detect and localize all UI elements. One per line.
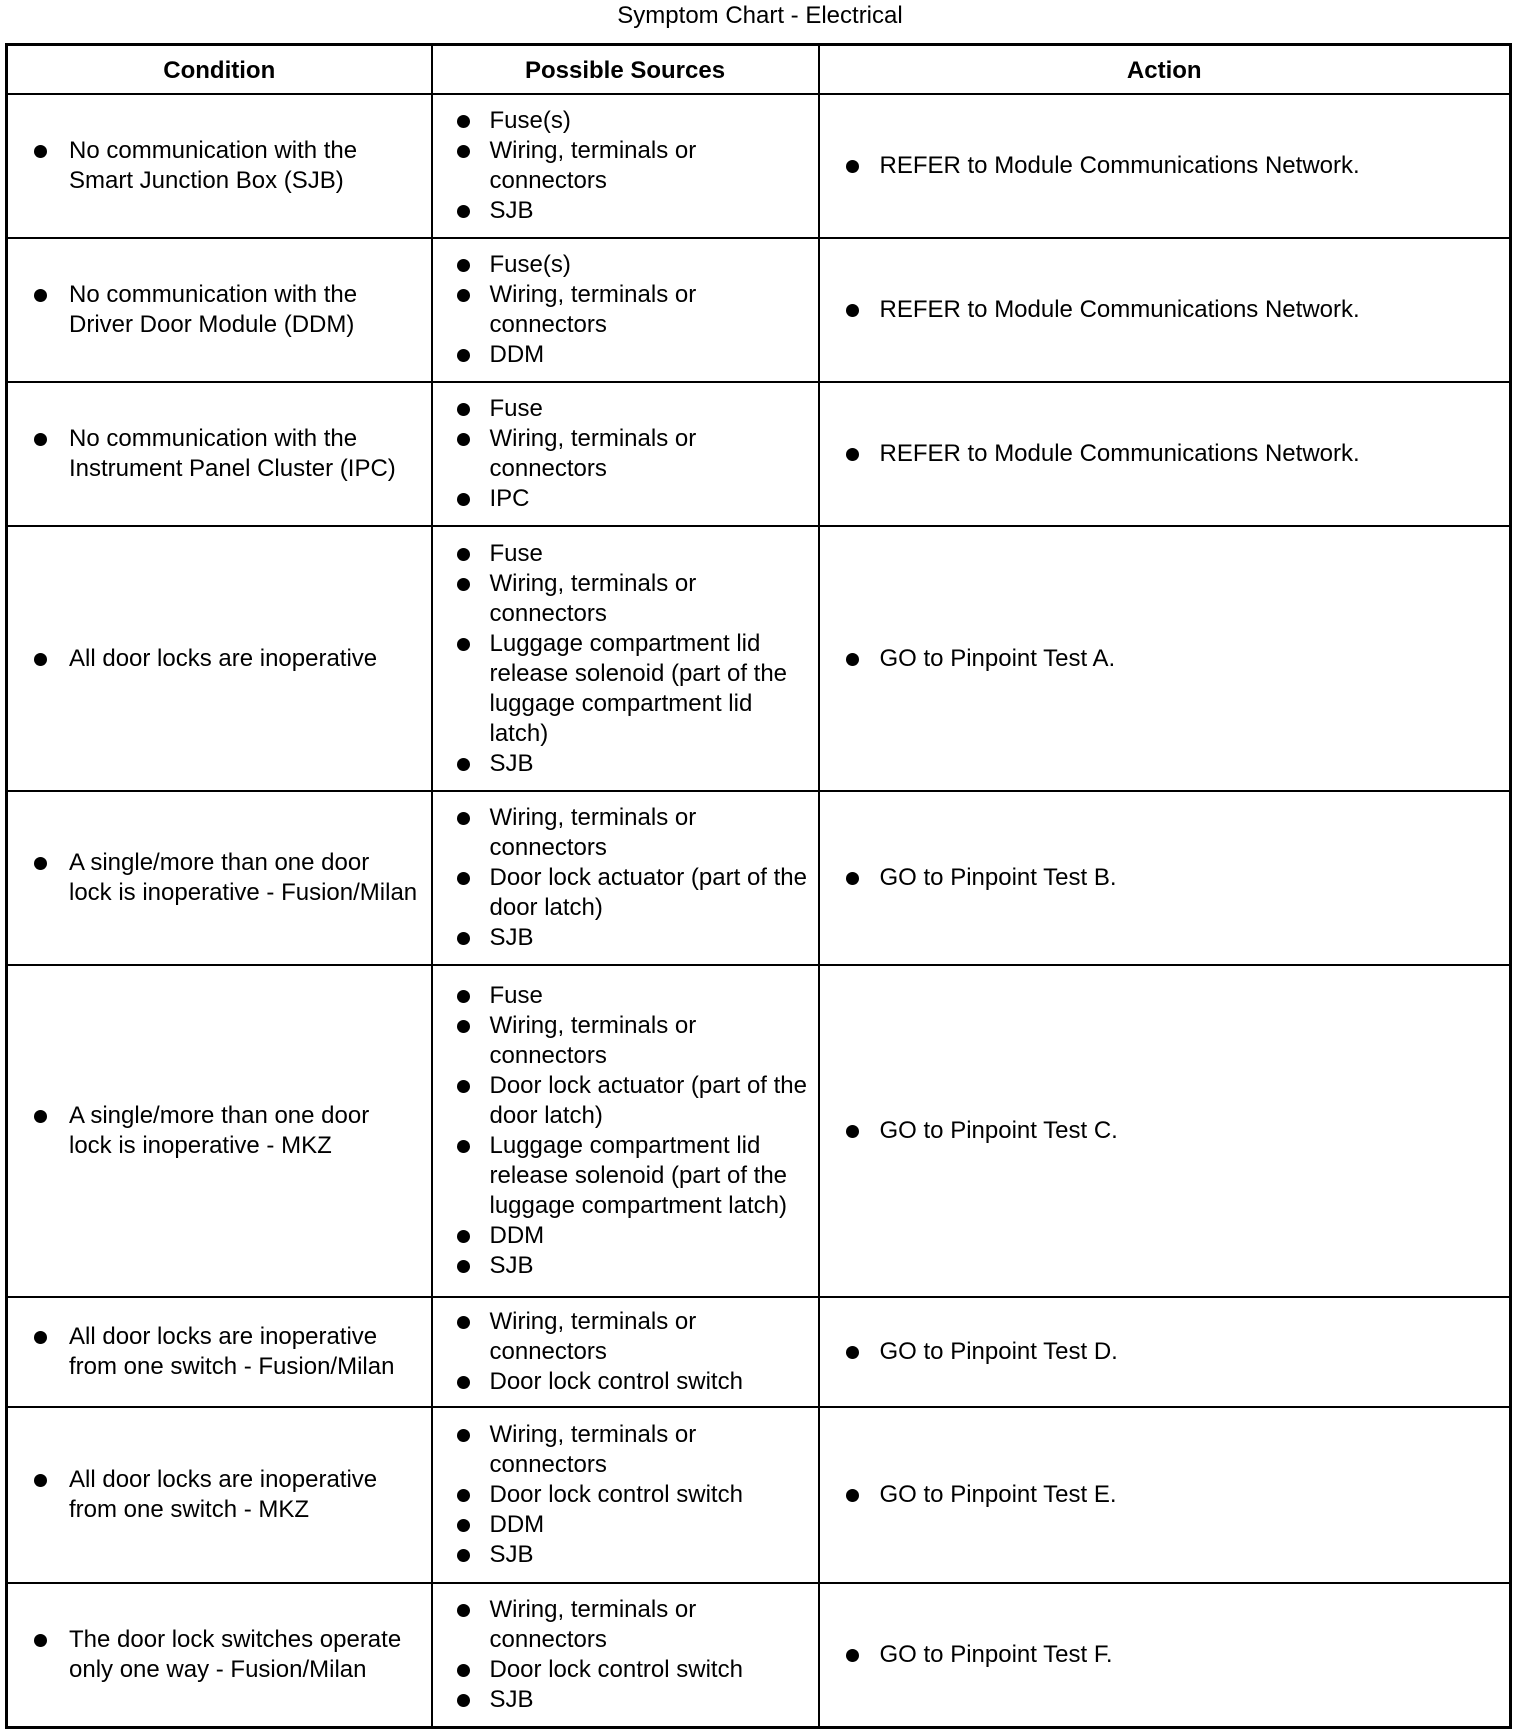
source-item: Fuse(s) — [433, 250, 818, 280]
sources-cell — [432, 1583, 819, 1727]
table-row — [7, 1407, 1511, 1583]
action-text: GO to Pinpoint Test C. — [820, 1116, 1510, 1146]
condition-cell — [7, 1297, 432, 1407]
source-item: Wiring, terminals or connectors — [433, 1307, 818, 1367]
condition-text: All door locks are inoperative — [8, 644, 431, 674]
action-text: REFER to Module Communications Network. — [820, 295, 1510, 325]
symptom-table — [5, 43, 1512, 1729]
action-cell — [819, 1407, 1511, 1583]
condition-text: A single/more than one door lock is inoperative - Fusion/Milan — [8, 848, 431, 908]
source-item: Wiring, terminals or connectors — [433, 1595, 818, 1655]
source-item: Fuse — [433, 394, 818, 424]
source-item: SJB — [433, 749, 818, 779]
source-item: Luggage compartment lid release solenoid (part of the luggage compartment latch) — [433, 1131, 818, 1221]
action-cell — [819, 526, 1511, 791]
header-condition: Condition — [7, 45, 432, 95]
source-item: Fuse — [433, 539, 818, 569]
source-item: SJB — [433, 196, 818, 226]
table-row — [7, 1583, 1511, 1727]
action-cell — [819, 965, 1511, 1297]
condition-cell — [7, 1583, 432, 1727]
sources-cell — [432, 965, 819, 1297]
source-item: IPC — [433, 484, 818, 514]
action-text: REFER to Module Communications Network. — [820, 151, 1510, 181]
condition-cell — [7, 526, 432, 791]
source-item: Wiring, terminals or connectors — [433, 803, 818, 863]
condition-text: All door locks are inoperative from one switch - Fusion/Milan — [8, 1322, 431, 1382]
source-item: Door lock actuator (part of the door latch) — [433, 863, 818, 923]
action-text: GO to Pinpoint Test F. — [820, 1640, 1510, 1670]
condition-cell — [7, 382, 432, 526]
header-row — [7, 45, 1511, 95]
condition-text: No communication with the Instrument Panel Cluster (IPC) — [8, 424, 431, 484]
condition-text: No communication with the Smart Junction Box (SJB) — [8, 136, 431, 196]
source-item: SJB — [433, 923, 818, 953]
table-row — [7, 791, 1511, 965]
chart-title: Symptom Chart - Electrical — [617, 2, 903, 29]
sources-cell — [432, 791, 819, 965]
header-possible-sources: Possible Sources — [432, 45, 819, 95]
source-item: SJB — [433, 1685, 818, 1715]
sources-cell — [432, 94, 819, 238]
action-cell — [819, 382, 1511, 526]
source-item: Fuse(s) — [433, 106, 818, 136]
condition-text: All door locks are inoperative from one switch - MKZ — [8, 1465, 431, 1525]
action-cell — [819, 94, 1511, 238]
source-item: Wiring, terminals or connectors — [433, 569, 818, 629]
source-item: SJB — [433, 1540, 818, 1570]
source-item: Fuse — [433, 981, 818, 1011]
table-row — [7, 94, 1511, 238]
table-row — [7, 382, 1511, 526]
header-action: Action — [819, 45, 1511, 95]
condition-text: A single/more than one door lock is inoperative - MKZ — [8, 1101, 431, 1161]
source-item: Luggage compartment lid release solenoid (part of the luggage compartment lid latch) — [433, 629, 818, 749]
action-text: GO to Pinpoint Test B. — [820, 863, 1510, 893]
action-text: GO to Pinpoint Test E. — [820, 1480, 1510, 1510]
condition-cell — [7, 94, 432, 238]
source-item: SJB — [433, 1251, 818, 1281]
action-text: REFER to Module Communications Network. — [820, 439, 1510, 469]
source-item: Door lock control switch — [433, 1480, 818, 1510]
action-text: GO to Pinpoint Test A. — [820, 644, 1510, 674]
action-text: GO to Pinpoint Test D. — [820, 1337, 1510, 1367]
source-item: Door lock control switch — [433, 1655, 818, 1685]
condition-cell — [7, 791, 432, 965]
sources-cell — [432, 1407, 819, 1583]
condition-cell — [7, 1407, 432, 1583]
sources-cell — [432, 1297, 819, 1407]
source-item: DDM — [433, 1510, 818, 1540]
sources-cell — [432, 526, 819, 791]
sources-cell — [432, 238, 819, 382]
source-item: Wiring, terminals or connectors — [433, 1420, 818, 1480]
source-item: Door lock actuator (part of the door latch) — [433, 1071, 818, 1131]
action-cell — [819, 1297, 1511, 1407]
table-row — [7, 238, 1511, 382]
action-cell — [819, 791, 1511, 965]
sources-cell — [432, 382, 819, 526]
condition-text: The door lock switches operate only one way - Fusion/Milan — [8, 1625, 431, 1685]
condition-text: No communication with the Driver Door Module (DDM) — [8, 280, 431, 340]
source-item: DDM — [433, 340, 818, 370]
condition-cell — [7, 965, 432, 1297]
source-item: Wiring, terminals or connectors — [433, 136, 818, 196]
action-cell — [819, 238, 1511, 382]
source-item: Wiring, terminals or connectors — [433, 1011, 818, 1071]
source-item: DDM — [433, 1221, 818, 1251]
action-cell — [819, 1583, 1511, 1727]
source-item: Wiring, terminals or connectors — [433, 424, 818, 484]
source-item: Wiring, terminals or connectors — [433, 280, 818, 340]
table-row — [7, 1297, 1511, 1407]
condition-cell — [7, 238, 432, 382]
source-item: Door lock control switch — [433, 1367, 818, 1397]
table-row — [7, 526, 1511, 791]
table-row — [7, 965, 1511, 1297]
